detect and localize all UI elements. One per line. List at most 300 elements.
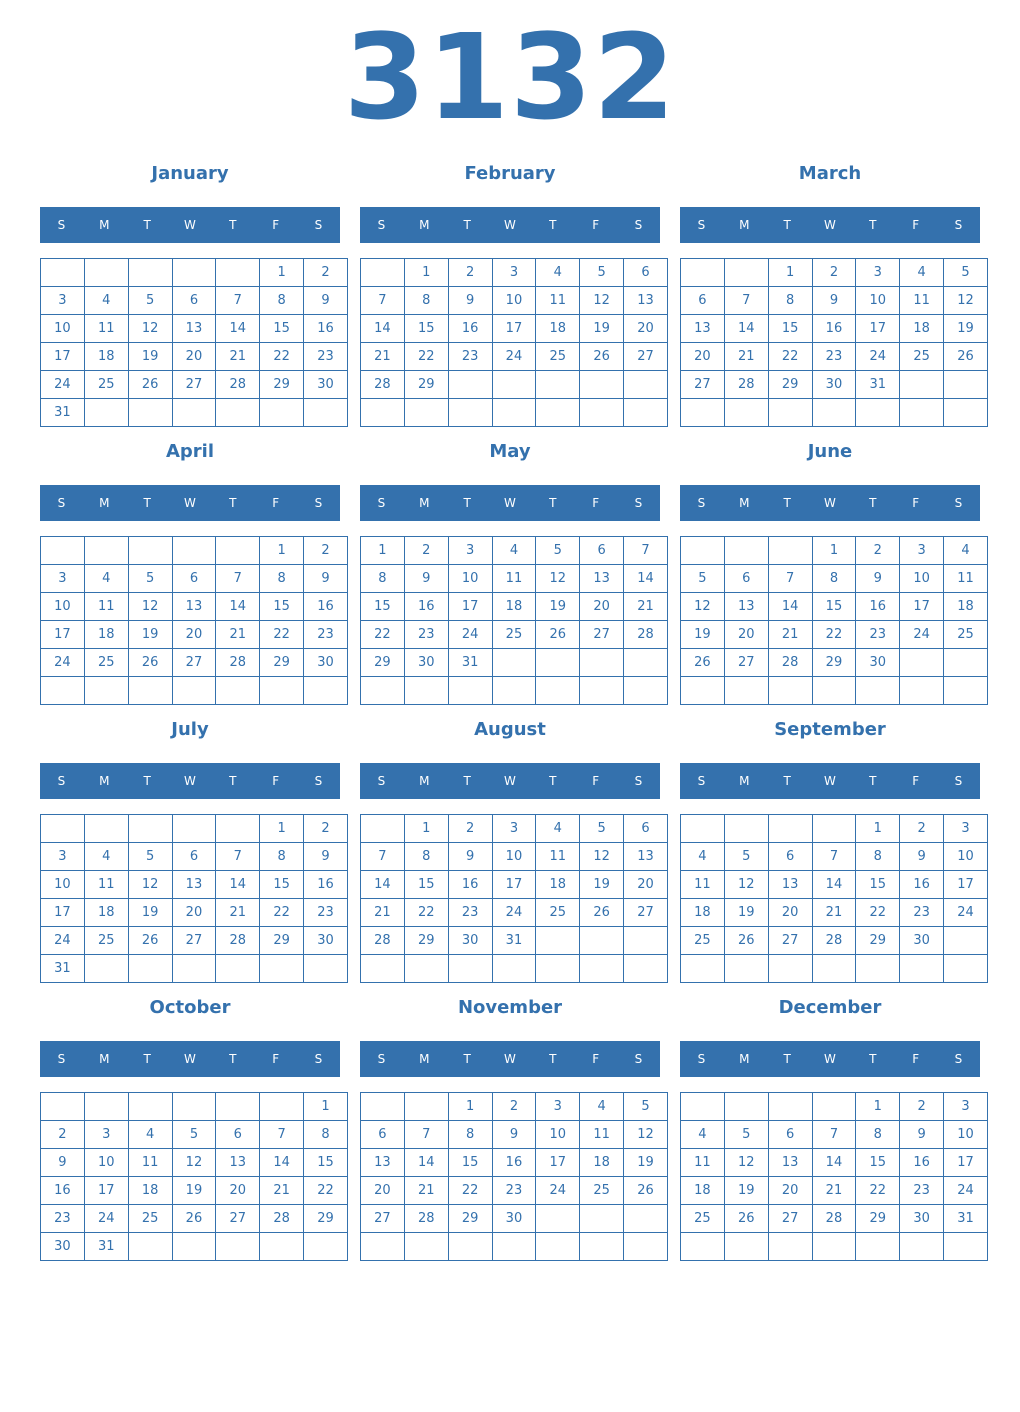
day-cell: 21 (812, 899, 856, 927)
weekday-label: S (634, 774, 643, 788)
day-cell: 26 (944, 343, 988, 371)
day-cell: 13 (172, 315, 216, 343)
day-cell: 22 (856, 1177, 900, 1205)
day-cell: 18 (84, 343, 128, 371)
day-cell: 29 (361, 649, 405, 677)
day-grid (680, 814, 988, 983)
day-cell: 22 (260, 343, 304, 371)
day-cell: 6 (580, 537, 624, 565)
weekday-label: S (954, 218, 963, 232)
week-row (361, 1093, 668, 1121)
day-cell: 17 (41, 621, 85, 649)
day-cell: 29 (448, 1205, 492, 1233)
day-cell: 29 (768, 371, 812, 399)
week-row (361, 259, 668, 287)
day-cell: 15 (768, 315, 812, 343)
weekday-label: T (143, 218, 151, 232)
week-row (41, 927, 348, 955)
day-cell: 5 (128, 843, 172, 871)
day-cell: 3 (492, 815, 536, 843)
day-cell: 21 (216, 343, 260, 371)
empty-day-cell (41, 259, 85, 287)
day-cell: 25 (84, 371, 128, 399)
day-cell: 7 (404, 1121, 448, 1149)
day-cell: 8 (812, 565, 856, 593)
day-cell: 16 (304, 593, 348, 621)
day-cell: 16 (492, 1149, 536, 1177)
week-row (41, 537, 348, 565)
weekday-label: M (419, 774, 430, 788)
day-cell: 11 (84, 871, 128, 899)
empty-day-cell (172, 537, 216, 565)
day-cell: 24 (492, 343, 536, 371)
empty-day-cell (128, 1093, 172, 1121)
empty-day-cell (41, 537, 85, 565)
day-cell: 28 (361, 927, 405, 955)
empty-day-cell (128, 677, 172, 705)
week-row (681, 1205, 988, 1233)
day-cell: 14 (260, 1149, 304, 1177)
day-cell: 19 (128, 343, 172, 371)
week-row (681, 927, 988, 955)
day-cell: 16 (448, 871, 492, 899)
day-cell: 11 (84, 593, 128, 621)
weekday-label: S (634, 496, 643, 510)
week-row (361, 399, 668, 427)
day-cell: 4 (84, 843, 128, 871)
day-cell: 20 (724, 621, 768, 649)
day-cell: 20 (681, 343, 725, 371)
day-cell: 19 (580, 315, 624, 343)
empty-day-cell (260, 955, 304, 983)
empty-day-cell (260, 677, 304, 705)
weekday-label: F (592, 774, 600, 788)
weekday-label: S (57, 218, 66, 232)
empty-day-cell (128, 537, 172, 565)
weekday-label: M (739, 1052, 750, 1066)
day-cell: 20 (172, 343, 216, 371)
empty-day-cell (768, 1233, 812, 1261)
day-cell: 13 (768, 871, 812, 899)
day-cell: 20 (624, 315, 668, 343)
day-cell: 26 (128, 371, 172, 399)
day-cell: 27 (580, 621, 624, 649)
day-cell: 6 (724, 565, 768, 593)
day-cell: 13 (172, 871, 216, 899)
weekday-label: S (377, 496, 386, 510)
day-cell: 1 (768, 259, 812, 287)
day-cell: 8 (304, 1121, 348, 1149)
day-cell: 26 (536, 621, 580, 649)
day-cell: 17 (856, 315, 900, 343)
day-cell: 25 (944, 621, 988, 649)
day-cell: 1 (448, 1093, 492, 1121)
empty-day-cell (580, 371, 624, 399)
day-cell: 26 (580, 899, 624, 927)
weekday-label: S (954, 1052, 963, 1066)
week-row (681, 315, 988, 343)
empty-day-cell (216, 1093, 260, 1121)
day-cell: 11 (536, 843, 580, 871)
day-cell: 5 (724, 843, 768, 871)
empty-day-cell (172, 1093, 216, 1121)
empty-day-cell (128, 815, 172, 843)
week-row (681, 843, 988, 871)
week-row (41, 815, 348, 843)
day-cell: 18 (536, 871, 580, 899)
week-row (361, 1205, 668, 1233)
day-cell: 6 (172, 565, 216, 593)
empty-day-cell (536, 649, 580, 677)
day-cell: 6 (624, 259, 668, 287)
week-row (681, 677, 988, 705)
day-cell: 14 (216, 315, 260, 343)
empty-day-cell (944, 399, 988, 427)
empty-day-cell (84, 1093, 128, 1121)
week-row (41, 899, 348, 927)
day-cell: 2 (448, 259, 492, 287)
day-cell: 27 (172, 371, 216, 399)
empty-day-cell (724, 259, 768, 287)
day-cell: 19 (128, 621, 172, 649)
day-cell: 6 (768, 843, 812, 871)
empty-day-cell (260, 1093, 304, 1121)
weekday-label: F (592, 218, 600, 232)
day-cell: 29 (404, 927, 448, 955)
day-cell: 8 (260, 565, 304, 593)
day-cell: 26 (624, 1177, 668, 1205)
day-cell: 29 (260, 927, 304, 955)
empty-day-cell (624, 399, 668, 427)
day-cell: 17 (84, 1177, 128, 1205)
day-cell: 12 (944, 287, 988, 315)
day-cell: 5 (128, 565, 172, 593)
week-row (41, 259, 348, 287)
day-cell: 20 (580, 593, 624, 621)
empty-day-cell (172, 815, 216, 843)
day-cell: 25 (681, 1205, 725, 1233)
day-cell: 14 (624, 565, 668, 593)
weekday-header (360, 763, 660, 799)
day-cell: 21 (361, 343, 405, 371)
day-cell: 12 (724, 871, 768, 899)
day-cell: 24 (536, 1177, 580, 1205)
day-cell: 9 (304, 565, 348, 593)
week-row (681, 621, 988, 649)
day-cell: 10 (448, 565, 492, 593)
day-cell: 21 (260, 1177, 304, 1205)
day-cell: 15 (448, 1149, 492, 1177)
weekday-label: T (549, 1052, 557, 1066)
weekday-label: S (377, 218, 386, 232)
day-cell: 28 (768, 649, 812, 677)
day-cell: 13 (624, 843, 668, 871)
week-row (681, 815, 988, 843)
day-cell: 27 (768, 927, 812, 955)
day-cell: 9 (304, 843, 348, 871)
weekday-label: W (824, 218, 836, 232)
empty-day-cell (41, 1093, 85, 1121)
day-cell: 29 (812, 649, 856, 677)
day-cell: 10 (944, 843, 988, 871)
empty-day-cell (624, 955, 668, 983)
weekday-label: M (99, 496, 110, 510)
weekday-label: W (184, 496, 196, 510)
week-row (361, 843, 668, 871)
weekday-label: T (869, 774, 877, 788)
empty-day-cell (84, 815, 128, 843)
day-cell: 9 (812, 287, 856, 315)
day-cell: 7 (624, 537, 668, 565)
day-cell: 29 (856, 927, 900, 955)
weekday-label: T (783, 496, 791, 510)
day-cell: 28 (812, 927, 856, 955)
day-grid (360, 1092, 668, 1261)
weekday-header (40, 207, 340, 243)
empty-day-cell (172, 955, 216, 983)
weekday-label: W (184, 1052, 196, 1066)
day-cell: 25 (536, 343, 580, 371)
weekday-label: T (229, 1052, 237, 1066)
day-cell: 14 (812, 1149, 856, 1177)
day-cell: 30 (900, 927, 944, 955)
day-cell: 27 (361, 1205, 405, 1233)
week-row (361, 899, 668, 927)
day-cell: 11 (536, 287, 580, 315)
week-row (681, 565, 988, 593)
empty-day-cell (128, 955, 172, 983)
day-cell: 11 (681, 1149, 725, 1177)
day-cell: 28 (216, 927, 260, 955)
day-cell: 21 (404, 1177, 448, 1205)
empty-day-cell (448, 677, 492, 705)
day-cell: 6 (624, 815, 668, 843)
day-cell: 21 (216, 899, 260, 927)
weekday-label: M (419, 1052, 430, 1066)
day-cell: 21 (724, 343, 768, 371)
week-row (361, 1177, 668, 1205)
day-cell: 27 (624, 343, 668, 371)
day-cell: 17 (41, 343, 85, 371)
day-cell: 6 (768, 1121, 812, 1149)
weekday-label: T (229, 218, 237, 232)
week-row (41, 343, 348, 371)
empty-day-cell (536, 955, 580, 983)
day-cell: 17 (492, 871, 536, 899)
day-cell: 10 (492, 287, 536, 315)
empty-day-cell (624, 1233, 668, 1261)
day-cell: 5 (624, 1093, 668, 1121)
day-cell: 6 (216, 1121, 260, 1149)
day-cell: 27 (624, 899, 668, 927)
week-row (361, 1121, 668, 1149)
empty-day-cell (361, 955, 405, 983)
day-cell: 4 (580, 1093, 624, 1121)
week-row (361, 371, 668, 399)
day-cell: 30 (900, 1205, 944, 1233)
day-cell: 7 (361, 287, 405, 315)
day-cell: 3 (944, 815, 988, 843)
week-row (361, 621, 668, 649)
day-cell: 9 (856, 565, 900, 593)
day-cell: 1 (404, 815, 448, 843)
day-cell: 16 (41, 1177, 85, 1205)
day-cell: 7 (216, 843, 260, 871)
day-cell: 9 (900, 1121, 944, 1149)
empty-day-cell (624, 677, 668, 705)
day-cell: 26 (172, 1205, 216, 1233)
day-cell: 11 (580, 1121, 624, 1149)
day-cell: 18 (84, 621, 128, 649)
day-cell: 16 (304, 871, 348, 899)
empty-day-cell (361, 1233, 405, 1261)
day-cell: 7 (260, 1121, 304, 1149)
empty-day-cell (944, 649, 988, 677)
empty-day-cell (448, 399, 492, 427)
month-name: November (457, 997, 563, 1018)
week-row (681, 1093, 988, 1121)
day-cell: 10 (492, 843, 536, 871)
weekday-label: F (592, 496, 600, 510)
weekday-label: S (377, 774, 386, 788)
empty-day-cell (944, 1233, 988, 1261)
week-row (361, 315, 668, 343)
day-cell: 8 (260, 287, 304, 315)
weekday-label: S (314, 218, 323, 232)
day-cell: 23 (900, 899, 944, 927)
empty-day-cell (492, 371, 536, 399)
day-cell: 3 (856, 259, 900, 287)
empty-day-cell (812, 399, 856, 427)
day-cell: 21 (812, 1177, 856, 1205)
day-cell: 31 (41, 399, 85, 427)
day-grid (40, 1092, 348, 1261)
day-cell: 15 (856, 871, 900, 899)
day-cell: 6 (172, 287, 216, 315)
day-cell: 14 (216, 593, 260, 621)
day-cell: 2 (448, 815, 492, 843)
day-cell: 4 (492, 537, 536, 565)
week-row (361, 1149, 668, 1177)
weekday-label: T (143, 496, 151, 510)
day-cell: 2 (304, 537, 348, 565)
day-cell: 16 (856, 593, 900, 621)
day-cell: 21 (768, 621, 812, 649)
day-cell: 23 (448, 343, 492, 371)
day-cell: 10 (41, 593, 85, 621)
weekday-header (40, 1041, 340, 1077)
empty-day-cell (492, 677, 536, 705)
day-cell: 8 (768, 287, 812, 315)
weekday-label: T (463, 774, 471, 788)
day-cell: 5 (944, 259, 988, 287)
empty-day-cell (812, 955, 856, 983)
weekday-label: W (824, 1052, 836, 1066)
day-cell: 30 (448, 927, 492, 955)
day-cell: 3 (448, 537, 492, 565)
week-row (681, 1177, 988, 1205)
day-cell: 17 (448, 593, 492, 621)
empty-day-cell (492, 399, 536, 427)
day-cell: 18 (128, 1177, 172, 1205)
weekday-label: S (697, 1052, 706, 1066)
weekday-label: M (99, 218, 110, 232)
week-row (361, 871, 668, 899)
empty-day-cell (404, 677, 448, 705)
empty-day-cell (84, 259, 128, 287)
day-cell: 4 (944, 537, 988, 565)
week-row (41, 649, 348, 677)
day-cell: 19 (624, 1149, 668, 1177)
weekday-label: F (272, 774, 280, 788)
day-cell: 13 (172, 593, 216, 621)
empty-day-cell (944, 955, 988, 983)
weekday-label: S (954, 774, 963, 788)
day-cell: 8 (856, 1121, 900, 1149)
day-cell: 17 (492, 315, 536, 343)
empty-day-cell (216, 259, 260, 287)
day-cell: 9 (404, 565, 448, 593)
empty-day-cell (812, 677, 856, 705)
day-cell: 5 (580, 259, 624, 287)
week-row (681, 1233, 988, 1261)
day-cell: 3 (41, 565, 85, 593)
day-cell: 30 (304, 371, 348, 399)
day-cell: 27 (681, 371, 725, 399)
week-row (41, 843, 348, 871)
week-row (681, 1121, 988, 1149)
week-row (41, 1233, 348, 1261)
week-row (681, 287, 988, 315)
day-cell: 1 (260, 815, 304, 843)
empty-day-cell (536, 1205, 580, 1233)
weekday-header (680, 1041, 980, 1077)
empty-day-cell (681, 1093, 725, 1121)
day-cell: 17 (900, 593, 944, 621)
day-cell: 30 (41, 1233, 85, 1261)
day-cell: 15 (260, 315, 304, 343)
empty-day-cell (84, 677, 128, 705)
day-cell: 31 (84, 1233, 128, 1261)
empty-day-cell (41, 815, 85, 843)
weekday-label: S (377, 1052, 386, 1066)
weekday-label: W (504, 218, 516, 232)
day-cell: 21 (361, 899, 405, 927)
day-cell: 7 (216, 565, 260, 593)
day-grid (360, 258, 668, 427)
empty-day-cell (84, 955, 128, 983)
weekday-label: F (912, 496, 920, 510)
empty-day-cell (724, 399, 768, 427)
weekday-label: S (314, 774, 323, 788)
day-cell: 23 (41, 1205, 85, 1233)
empty-day-cell (681, 955, 725, 983)
weekday-label: F (912, 774, 920, 788)
day-cell: 16 (304, 315, 348, 343)
week-row (681, 1149, 988, 1177)
day-cell: 5 (128, 287, 172, 315)
week-row (41, 1121, 348, 1149)
day-grid (680, 536, 988, 705)
day-cell: 1 (856, 815, 900, 843)
empty-day-cell (361, 399, 405, 427)
day-cell: 11 (900, 287, 944, 315)
empty-day-cell (492, 649, 536, 677)
day-cell: 26 (580, 343, 624, 371)
day-grid (40, 258, 348, 427)
empty-day-cell (41, 677, 85, 705)
day-cell: 10 (944, 1121, 988, 1149)
